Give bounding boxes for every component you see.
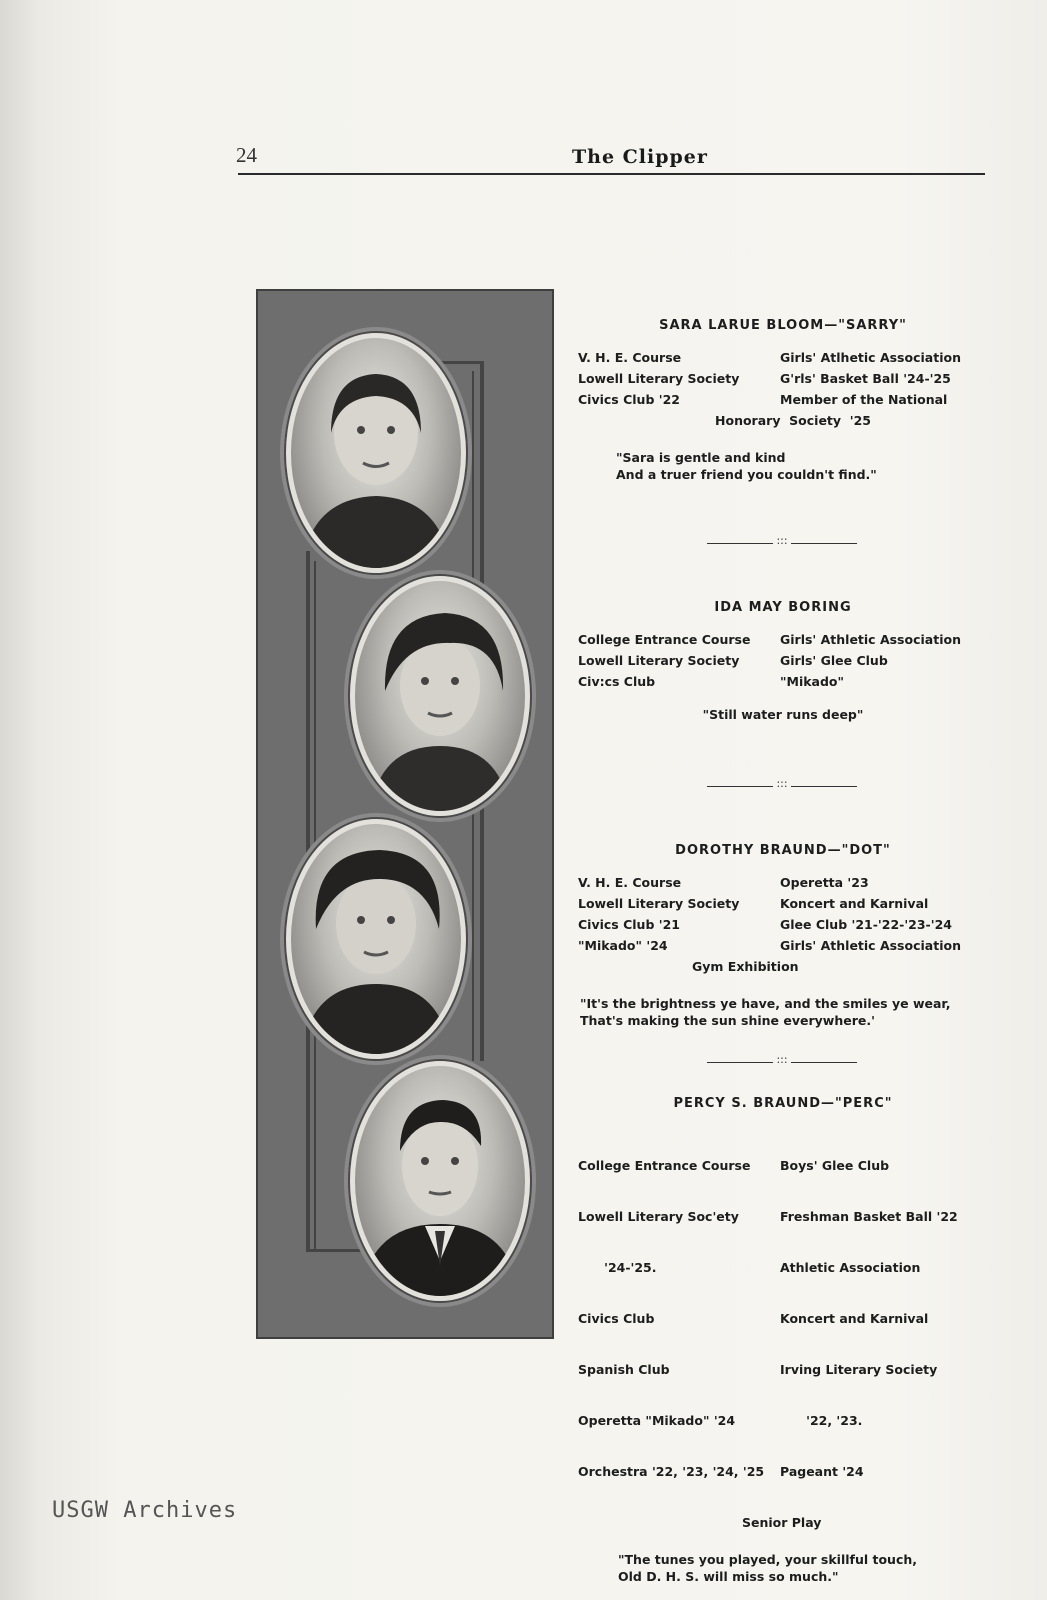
activity-item: Koncert and Karnival (780, 896, 929, 911)
section-separator (707, 777, 857, 792)
activity-item: College Entrance Course (578, 632, 751, 647)
quote-line: "The tunes you played, your skillful touch, (618, 1552, 918, 1567)
activity-item: Girls' Glee Club (780, 653, 888, 668)
activity-item: Civics Club '22 (578, 392, 680, 407)
activities-left (578, 1123, 780, 1514)
publication-title: The Clipper (572, 146, 708, 168)
separator-glyph: ::: (776, 777, 788, 790)
quote-line: "Still water runs deep" (702, 707, 864, 722)
activity-item: Boys' Glee Club (780, 1158, 890, 1173)
student-quote (578, 995, 988, 1029)
activity-item: Lowell Literary Society (578, 371, 740, 386)
activities-right (780, 347, 988, 410)
activity-item: Athletic Association (780, 1260, 921, 1275)
archive-watermark: USGW Archives (52, 1498, 238, 1523)
portrait-percy-braund (350, 1061, 530, 1301)
student-quote (578, 1551, 988, 1585)
student-quote (578, 706, 988, 723)
quote-line: "Sara is gentle and kind (616, 450, 786, 465)
portrait-figure (355, 1066, 525, 1296)
activity-item: V. H. E. Course (578, 875, 682, 890)
portrait-panel (256, 289, 554, 1339)
page-number: 24 (236, 143, 257, 167)
activities-right (780, 629, 988, 692)
activity-item: Girls' Athletic Association (780, 938, 961, 953)
quote-line: Old D. H. S. will miss so much." (618, 1569, 839, 1584)
activity-item: Koncert and Karnival (780, 1311, 929, 1326)
activity-centered: Senior Play (742, 1515, 822, 1530)
student-name: IDA MAY BORING (714, 600, 852, 615)
activity-item: Pageant '24 (780, 1464, 864, 1479)
activity-item: Irving Literary Society (780, 1362, 938, 1377)
activity-item: Freshman Basket Ball '22 (780, 1209, 958, 1224)
activity-item: '22, '23. (780, 1413, 863, 1428)
frame-line-bottom (306, 1249, 366, 1252)
activity-item: V. H. E. Course (578, 350, 682, 365)
header-rule (238, 173, 985, 175)
activities-left (578, 629, 780, 692)
activity-item: "Mikado" '24 (578, 938, 668, 953)
portrait-dorothy-braund (286, 819, 466, 1059)
portrait-sara-bloom (286, 333, 466, 573)
activity-item: Lowell Literary Society (578, 896, 740, 911)
activity-item: Lowell Literary Soc'ety (578, 1209, 739, 1224)
activity-item: College Entrance Course (578, 1158, 751, 1173)
activities-left (578, 872, 780, 956)
activity-item: Member of the National (780, 392, 948, 407)
activity-item: Girls' Athletic Association (780, 632, 961, 647)
activity-item: Spanish Club (578, 1362, 670, 1377)
activity-item: Operetta "Mikado" '24 (578, 1413, 736, 1428)
activity-item: Orchestra '22, '23, '24, '25 (578, 1464, 765, 1479)
portrait-figure (291, 338, 461, 568)
separator-glyph: ::: (776, 1053, 788, 1066)
activity-item: Operetta '23 (780, 875, 869, 890)
entry-sara-bloom (578, 318, 988, 483)
activity-item: Glee Club '21-'22-'23-'24 (780, 917, 952, 932)
activity-item: "Mikado" (780, 674, 845, 689)
portrait-figure (355, 581, 525, 811)
quote-line: And a truer friend you couldn't find." (616, 467, 877, 482)
activity-item: '24-'25. (578, 1260, 657, 1275)
activity-centered: Gym Exhibition (692, 959, 799, 974)
portrait-figure (291, 824, 461, 1054)
activity-item: Civics Club '21 (578, 917, 680, 932)
student-name: SARA LARUE BLOOM—"SARRY" (659, 318, 907, 333)
portrait-ida-boring (350, 576, 530, 816)
entry-ida-boring (578, 600, 988, 723)
student-name: DOROTHY BRAUND—"DOT" (675, 843, 891, 858)
activities-right (780, 1123, 988, 1514)
entry-dorothy-braund (578, 843, 988, 1029)
student-quote (578, 449, 988, 483)
student-name: PERCY S. BRAUND—"PERC" (673, 1096, 893, 1111)
activity-item: Lowell Literary Society (578, 653, 740, 668)
section-separator (707, 1053, 857, 1068)
activities-left (578, 347, 780, 410)
activity-item: G'rls' Basket Ball '24-'25 (780, 371, 951, 386)
quote-line: That's making the sun shine everywhere.' (580, 1013, 875, 1028)
entry-percy-braund (578, 1096, 988, 1585)
activity-item: Girls' Atlhetic Association (780, 350, 961, 365)
activities-right (780, 872, 988, 956)
separator-glyph: ::: (776, 534, 788, 547)
activity-centered: Honorary Society '25 (715, 413, 871, 428)
quote-line: "It's the brightness ye have, and the smiles ye wear, (580, 996, 951, 1011)
section-separator (707, 534, 857, 549)
activity-item: Civ:cs Club (578, 674, 656, 689)
activity-item: Civics Club (578, 1311, 655, 1326)
